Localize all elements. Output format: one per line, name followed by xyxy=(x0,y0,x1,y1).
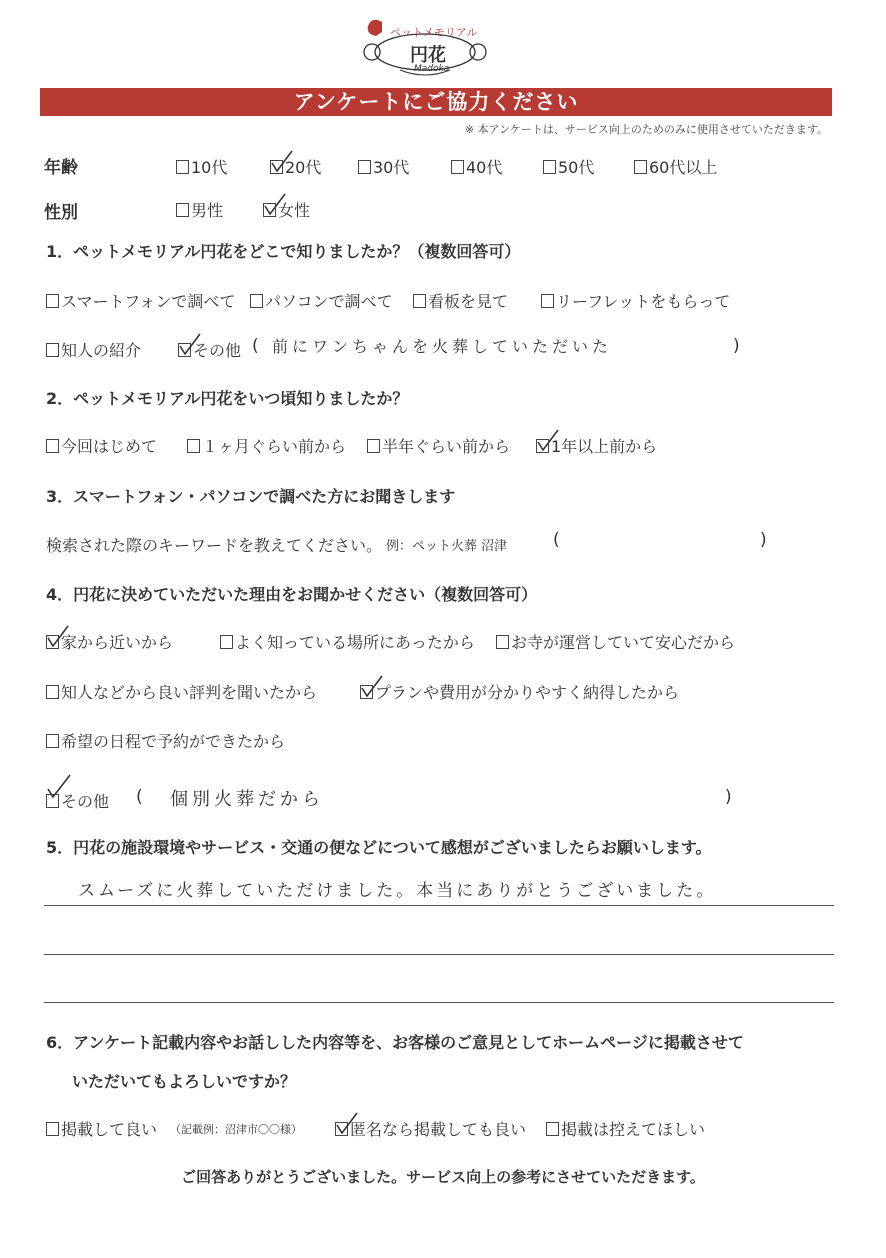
age-option-10[interactable]: 10代 xyxy=(176,155,227,178)
q1-question: 1．ペットメモリアル円花をどこで知りましたか？（複数回答可） xyxy=(46,242,521,261)
age-option-20[interactable]: 20代 xyxy=(270,155,321,178)
checkbox[interactable] xyxy=(176,160,189,174)
checkbox[interactable] xyxy=(496,635,509,649)
q6-option-allow[interactable]: 掲載して良い xyxy=(46,1117,157,1140)
checkbox[interactable] xyxy=(546,1122,559,1136)
checkbox[interactable] xyxy=(543,160,556,174)
answer-line xyxy=(44,1002,834,1003)
usage-note: ※ 本アンケートは、サービス向上のためのみに使用させていただきます。 xyxy=(464,123,828,136)
check-mark-icon xyxy=(335,1111,361,1137)
check-mark-icon xyxy=(263,192,289,218)
checkbox-checked[interactable] xyxy=(46,635,59,649)
logo-name: 円花 xyxy=(410,45,446,66)
check-mark-icon xyxy=(270,149,296,175)
q6-option-decline[interactable]: 掲載は控えてほしい xyxy=(546,1117,705,1140)
checkbox[interactable] xyxy=(634,160,647,174)
logo-sub: Madoka xyxy=(414,64,450,74)
checkbox-checked[interactable] xyxy=(536,439,549,453)
q6-question-line2: いただいてもよろしいですか？ xyxy=(72,1072,297,1091)
q4-other-open-paren: ( xyxy=(136,787,143,807)
q4-option-close-to-home[interactable]: 家から近いから xyxy=(46,630,173,653)
checkbox-checked[interactable] xyxy=(46,794,59,808)
q6-question-line1: 6．アンケート記載内容やお話しした内容等を、お客様のご意見としてホームページに掲載させて xyxy=(46,1033,744,1052)
checkbox[interactable] xyxy=(541,294,554,308)
checkbox-checked[interactable] xyxy=(270,160,283,174)
q1-option-pc[interactable]: パソコンで調べて xyxy=(250,289,393,312)
check-mark-icon xyxy=(46,775,72,801)
gender-option-female[interactable]: 女性 xyxy=(263,198,310,221)
check-mark-icon xyxy=(46,624,72,650)
q6-option-anonymous[interactable]: 匿名なら掲載しても良い xyxy=(335,1117,526,1140)
checkbox-checked[interactable] xyxy=(360,685,373,699)
checkbox[interactable] xyxy=(46,439,59,453)
q2-option-half-year[interactable]: 半年ぐらい前から xyxy=(367,434,510,457)
title-banner xyxy=(40,88,832,116)
q4-option-other[interactable]: その他 xyxy=(46,789,109,812)
q4-other-close-paren: ) xyxy=(725,787,732,807)
q1-option-signboard[interactable]: 看板を見て xyxy=(413,289,508,312)
age-label: 年齢 xyxy=(44,158,78,178)
checkbox[interactable] xyxy=(220,635,233,649)
checkbox[interactable] xyxy=(46,685,59,699)
q4-other-answer[interactable]: 個別火葬だから xyxy=(170,789,324,810)
banner-title: アンケートにご協力ください xyxy=(293,90,579,114)
check-mark-icon xyxy=(360,674,386,700)
checkbox[interactable] xyxy=(358,160,371,174)
answer-line xyxy=(44,905,834,906)
q2-option-one-month[interactable]: １ヶ月ぐらい前から xyxy=(187,434,346,457)
checkbox[interactable] xyxy=(46,734,59,748)
q6-example: （記載例：沼津市〇〇様） xyxy=(170,1123,302,1136)
check-mark-icon xyxy=(178,332,204,358)
q4-option-plan-cost[interactable]: プランや費用が分かりやすく納得したから xyxy=(360,680,679,703)
q3-question: 3．スマートフォン・パソコンで調べた方にお聞きします xyxy=(46,487,456,506)
q5-question: 5．円花の施設環境やサービス・交通の便などについて感想がございましたらお願いします。 xyxy=(46,838,712,857)
checkbox[interactable] xyxy=(46,343,59,357)
check-mark-icon xyxy=(536,428,562,454)
q1-option-other[interactable]: その他 xyxy=(178,338,241,361)
q4-option-schedule[interactable]: 希望の日程で予約ができたから xyxy=(46,729,285,752)
q1-other-close-paren: ) xyxy=(733,336,740,356)
checkbox[interactable] xyxy=(46,294,59,308)
q1-option-referral[interactable]: 知人の紹介 xyxy=(46,338,141,361)
age-option-40[interactable]: 40代 xyxy=(451,155,502,178)
q3-open-paren: ( xyxy=(553,530,560,550)
checkbox[interactable] xyxy=(176,203,189,217)
q4-option-known-place[interactable]: よく知っている場所にあったから xyxy=(220,630,475,653)
gender-label: 性別 xyxy=(44,203,78,223)
footer-thanks: ご回答ありがとうございました。サービス向上の参考にさせていただきます。 xyxy=(181,1168,705,1186)
checkbox[interactable] xyxy=(46,1122,59,1136)
q1-option-leaflet[interactable]: リーフレットをもらって xyxy=(541,289,730,312)
q1-other-open-paren: ( xyxy=(252,336,259,356)
checkbox-checked[interactable] xyxy=(263,203,276,217)
q3-prompt: 検索された際のキーワードを教えてください。 xyxy=(46,536,383,555)
brand-logo xyxy=(360,14,490,84)
q3-example: 例：ペット火葬 沼津 xyxy=(386,539,508,554)
q1-option-smartphone[interactable]: スマートフォンで調べて xyxy=(46,289,235,312)
age-option-50[interactable]: 50代 xyxy=(543,155,594,178)
q4-option-reputation[interactable]: 知人などから良い評判を聞いたから xyxy=(46,680,317,703)
logo-top-text: ペットメモリアル xyxy=(390,26,478,39)
checkbox[interactable] xyxy=(451,160,464,174)
age-option-60-plus[interactable]: 60代以上 xyxy=(634,155,717,178)
checkbox[interactable] xyxy=(413,294,426,308)
checkbox-checked[interactable] xyxy=(335,1122,348,1136)
checkbox[interactable] xyxy=(250,294,263,308)
checkbox[interactable] xyxy=(187,439,200,453)
q2-option-over-one-year[interactable]: 1年以上前から xyxy=(536,434,657,457)
q5-answer[interactable]: スムーズに火葬していただけました。本当にありがとうございました。 xyxy=(78,881,717,901)
checkbox[interactable] xyxy=(367,439,380,453)
answer-line xyxy=(44,954,834,955)
gender-option-male[interactable]: 男性 xyxy=(176,198,223,221)
checkbox-checked[interactable] xyxy=(178,343,191,357)
q1-other-answer[interactable]: 前にワンちゃんを火葬していただいた xyxy=(272,337,613,356)
q4-option-temple[interactable]: お寺が運営していて安心だから xyxy=(496,630,735,653)
q4-question: 4．円花に決めていただいた理由をお聞かせください（複数回答可） xyxy=(46,585,538,604)
age-option-30[interactable]: 30代 xyxy=(358,155,409,178)
q3-close-paren: ) xyxy=(760,530,767,550)
q2-option-first-time[interactable]: 今回はじめて xyxy=(46,434,157,457)
q2-question: 2．ペットメモリアル円花をいつ頃知りましたか？ xyxy=(46,389,409,408)
